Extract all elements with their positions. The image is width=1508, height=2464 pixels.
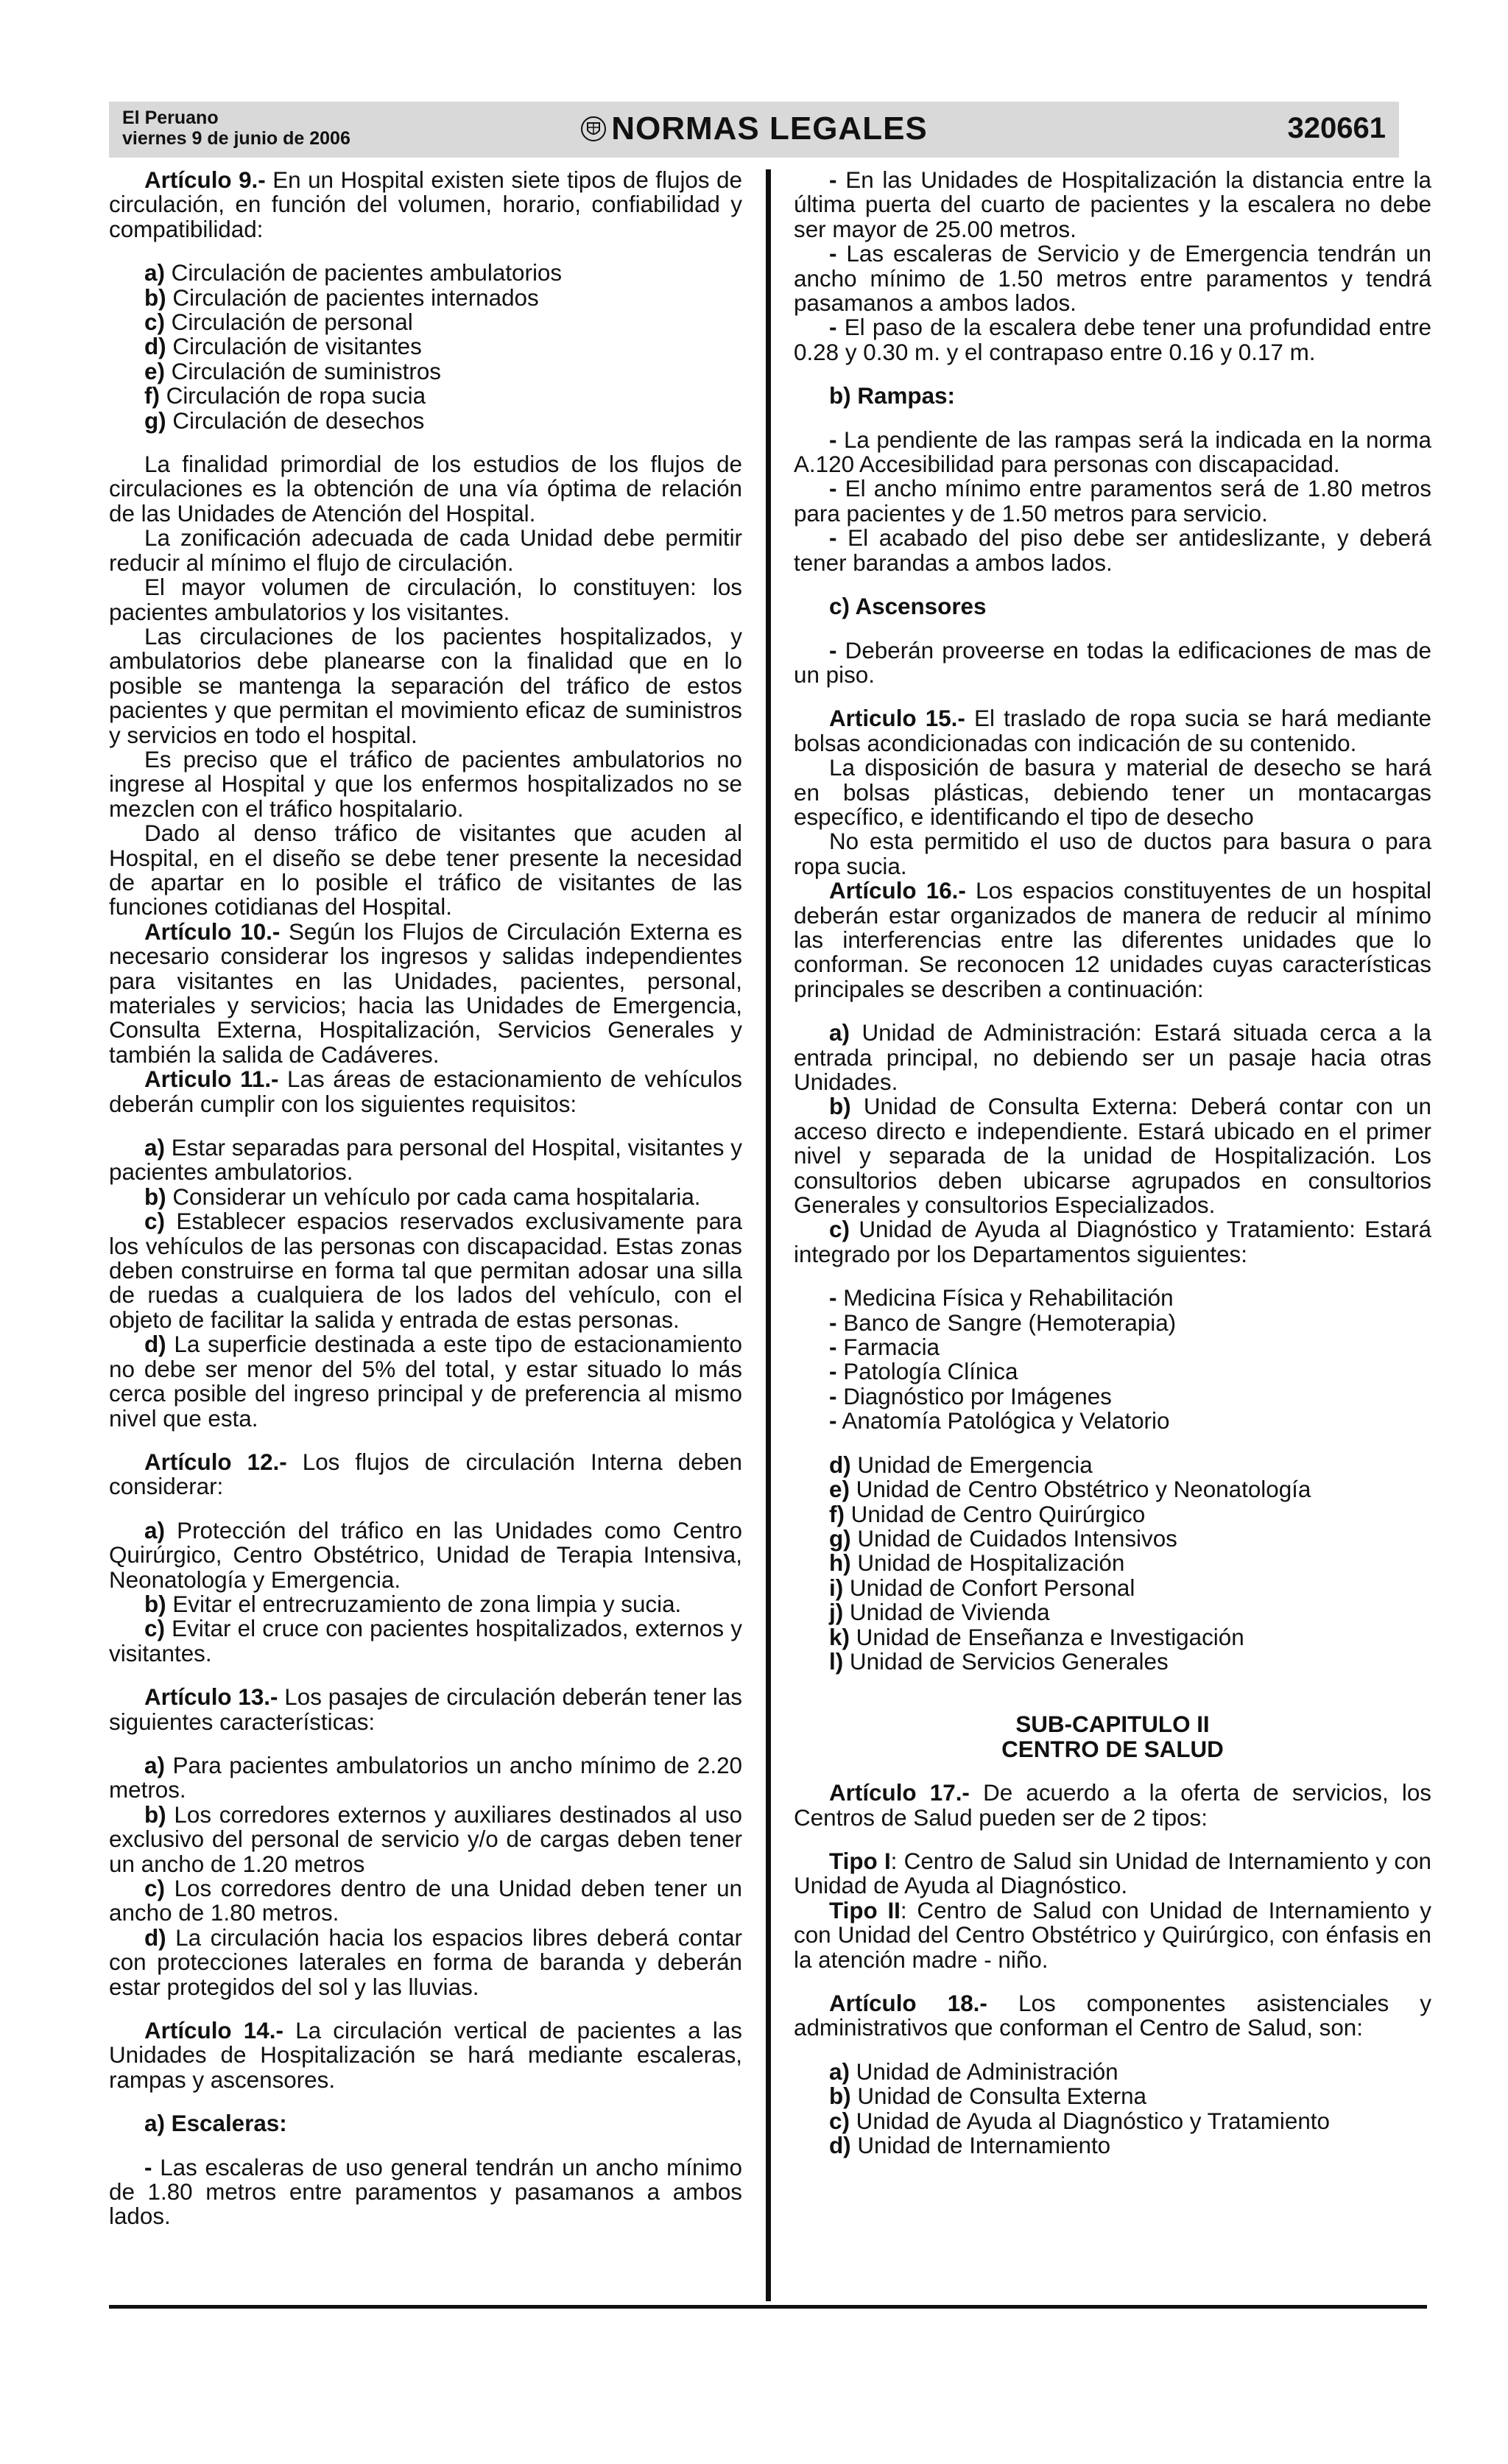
article-15 — [794, 706, 1431, 756]
item-letter: c) — [144, 1208, 165, 1235]
item-text: Las escaleras de uso general tendrán un ancho mínimo de 1.80 metros entre paramentos y pasamanos a ambos lados. — [109, 2154, 742, 2230]
item-letter: b) — [829, 1094, 851, 1120]
item-text: Las escaleras de Servicio y de Emergencia tendrán un ancho mínimo de 1.50 metros entre paramentos y tendrá pasamanos a ambos lados. — [794, 241, 1431, 317]
article-text: La circulación vertical de pacientes a las Unidades de Hospitalización se hará mediante escaleras, rampas y ascensores. — [109, 2018, 742, 2093]
type-item — [794, 1898, 1431, 1972]
article-label: Artículo 14.- — [144, 2018, 283, 2044]
item-letter: d) — [829, 2133, 851, 2159]
paragraph: El mayor volumen de circulación, lo constituyen: los pacientes ambulatorios y los visitantes. — [109, 574, 742, 625]
item-text: Unidad de Administración: Estará situada cerca a la entrada principal, no debiendo ser un pasaje hacia otras Unidades. — [794, 1020, 1431, 1095]
item-dash: - — [829, 1285, 837, 1312]
item-letter: a) — [829, 2058, 850, 2085]
list-item — [794, 1551, 1431, 1575]
article-text: Los componentes asistenciales y administrativos que conforman el Centro de Salud, son: — [794, 1990, 1432, 2041]
list-item — [109, 1185, 742, 1209]
item-dash: - — [829, 525, 837, 552]
section-heading — [794, 384, 1431, 408]
item-text: Unidad de Vivienda — [843, 1599, 1050, 1626]
section-title-wrap — [109, 110, 1399, 147]
item-text: Considerar un vehículo por cada cama hospitalaria. — [166, 1183, 701, 1210]
article-text: Los pasajes de circulación deberán tener las siguientes características: — [109, 1684, 742, 1735]
item-letter: b) — [829, 2083, 851, 2110]
item-letter: d) — [829, 1451, 851, 1478]
page-number: 320661 — [1287, 112, 1386, 144]
article-text: En un Hospital existen siete tipos de flujos de circulación, en función del volumen, horario, confiabilidad y compatibilidad: — [109, 167, 742, 242]
left-column — [109, 168, 742, 2229]
list-item — [109, 409, 742, 433]
article-text: De acuerdo a la oferta de servicios, los Centros de Salud pueden ser de 2 tipos: — [794, 1780, 1431, 1831]
item-text: Anatomía Patológica y Velatorio — [836, 1408, 1170, 1435]
type-text: : Centro de Salud con Unidad de Internamiento y con Unidad del Centro Obstétrico y Quirúrgico, con énfasis en la atención madre - niño. — [794, 1897, 1432, 1973]
article-9 — [109, 168, 742, 242]
item-letter: c) — [144, 309, 165, 336]
item-text: Circulación de ropa sucia — [159, 383, 426, 409]
item-dash: - — [144, 2154, 152, 2180]
heading-text: b) Rampas: — [829, 383, 955, 409]
paragraph: Dado al denso tráfico de visitantes que acuden al Hospital, en el diseño se debe tener presente la necesidad de apartar en lo posible el tráfico de visitantes de las funciones cotidianas del Hospital. — [109, 820, 742, 921]
list-item — [794, 1409, 1431, 1433]
subchapter-subtitle: CENTRO DE SALUD — [1001, 1736, 1224, 1762]
list-item — [794, 428, 1431, 477]
article-label: Articulo 11.- — [144, 1066, 279, 1093]
issue-date: viernes 9 de junio de 2006 — [122, 128, 350, 149]
item-text: Medicina Física y Rehabilitación — [836, 1285, 1174, 1312]
list-item — [794, 1600, 1431, 1625]
item-text: Unidad de Enseñanza e Investigación — [849, 1624, 1244, 1650]
item-text: La pendiente de las rampas será la indicada en la norma A.120 Accesibilidad para personas con discapacidad. — [794, 426, 1431, 478]
item-letter: g) — [829, 1525, 851, 1552]
list-item — [109, 286, 742, 310]
article-10 — [109, 920, 742, 1067]
item-text: Unidad de Cuidados Intensivos — [850, 1525, 1177, 1552]
list-item — [109, 1616, 742, 1666]
list-item — [109, 1518, 742, 1592]
units-list — [794, 1453, 1431, 1675]
departments-list — [794, 1286, 1431, 1433]
list-item — [794, 168, 1431, 242]
item-letter: d) — [144, 334, 166, 360]
list-item — [794, 2109, 1431, 2133]
item-text: Unidad de Consulta Externa: Deberá contar con un acceso directo e independiente. Estará ubicado en el primer nivel y separada de la unidad de Hospitalización. Los consultorios deben ubicarse agrupados en consultorios Generales y consultorios Especializados. — [794, 1094, 1431, 1219]
list-item — [109, 1876, 742, 1926]
item-text: Circulación de suministros — [164, 358, 442, 384]
item-dash: - — [829, 476, 837, 502]
item-letter: h) — [829, 1550, 851, 1577]
list-item — [794, 1311, 1431, 1335]
item-dash: - — [829, 637, 837, 663]
list-item — [109, 1803, 742, 1876]
right-column — [794, 168, 1431, 2158]
heading-text: a) Escaleras: — [144, 2111, 287, 2137]
item-letter: c) — [144, 1616, 165, 1642]
paragraph: No esta permitido el uso de ductos para basura o para ropa sucia. — [794, 828, 1431, 879]
list-item — [794, 1453, 1431, 1477]
list-item — [109, 334, 742, 359]
item-letter: b) — [144, 284, 166, 311]
article-18 — [794, 1991, 1431, 2041]
paragraph: La finalidad primordial de los estudios de los flujos de circulaciones es la obtención de una vía óptima de relación de las Unidades de Atención del Hospital. — [109, 451, 742, 527]
item-dash: - — [829, 241, 837, 267]
item-dash: - — [829, 1309, 837, 1336]
list-item — [794, 526, 1431, 575]
list-item — [794, 1502, 1431, 1527]
item-dash: - — [829, 314, 837, 341]
item-letter: f) — [144, 383, 160, 409]
list-item — [109, 261, 742, 285]
item-letter: b) — [144, 1183, 166, 1210]
article-label: Artículo 13.- — [144, 1684, 278, 1711]
item-letter: a) — [144, 1517, 165, 1543]
item-text: La circulación hacia los espacios libres deberá contar con protecciones laterales en forma de baranda y deberán estar protegidos del sol y las lluvias. — [109, 1924, 742, 2000]
item-text: Circulación de personal — [164, 309, 413, 336]
item-dash: - — [829, 167, 837, 193]
list-item — [109, 1592, 742, 1616]
item-text: Establecer espacios reservados exclusivamente para los vehículos de las personas con discapacidad. Estas zonas deben construirse en forma tal que permitan adosar una silla de ruedas a cualquiera de los lados del vehículo, con el objeto de facilitar la salida y entrada de estas personas. — [109, 1208, 742, 1333]
item-text: La superficie destinada a este tipo de estacionamiento no debe ser menor del 5% del total, y estar situado lo más cerca posible del ingreso principal y de preferencia al mismo nivel que esta. — [109, 1331, 742, 1432]
type-label: Tipo I — [829, 1848, 891, 1874]
item-text: Banco de Sangre (Hemoterapia) — [836, 1309, 1177, 1336]
item-text: Unidad de Internamiento — [850, 2133, 1111, 2159]
type-text: : Centro de Salud sin Unidad de Internamiento y con Unidad de Ayuda al Diagnóstico. — [794, 1848, 1431, 1899]
list-item — [794, 1527, 1431, 1551]
item-letter: i) — [829, 1574, 844, 1601]
item-text: En las Unidades de Hospitalización la distancia entre la última puerta del cuarto de pacientes y la escalera no debe ser mayor de 25.00 metros. — [794, 167, 1431, 242]
item-text: Deberán proveerse en todas la edificaciones de mas de un piso. — [794, 637, 1431, 688]
paragraph: La zonificación adecuada de cada Unidad debe permitir reducir al mínimo el flujo de circulación. — [109, 525, 742, 576]
list-item — [794, 1217, 1431, 1267]
paragraph: La disposición de basura y material de desecho se hará en bolsas plásticas, debiendo tener un montacargas específico, e identificando el tipo de desecho — [794, 755, 1431, 830]
item-text: Los corredores dentro de una Unidad deben tener un ancho de 1.80 metros. — [109, 1876, 742, 1926]
section-heading — [109, 2111, 742, 2136]
column-divider — [766, 169, 771, 2301]
newspaper-name: El Peruano — [122, 108, 219, 128]
article-12 — [109, 1450, 742, 1499]
item-letter: j) — [829, 1599, 844, 1626]
item-text: Circulación de visitantes — [166, 334, 422, 360]
item-letter: l) — [829, 1648, 844, 1675]
item-text: Circulación de desechos — [166, 407, 425, 434]
list-item — [794, 2060, 1431, 2084]
item-text: Unidad de Administración — [849, 2058, 1118, 2085]
item-letter: d) — [144, 1331, 166, 1358]
article-17 — [794, 1781, 1431, 1830]
article-text: Según los Flujos de Circulación Externa es necesario considerar los ingresos y salidas independientes para visitantes en las Unidades, pacientes, personal, materiales y servicios; hacia las Unidades de Emergencia, Consulta Externa, Hospitalización, Servicios Generales y también la salida de Cadáveres. — [109, 918, 742, 1068]
item-text: Unidad de Centro Quirúrgico — [844, 1501, 1146, 1527]
page-header — [109, 102, 1399, 158]
article-text: Los flujos de circulación Interna deben considerar: — [109, 1449, 743, 1500]
list-item — [109, 1136, 742, 1185]
item-text: Evitar el cruce con pacientes hospitalizados, externos y visitantes. — [109, 1616, 742, 1666]
list-item — [794, 1094, 1431, 1217]
article-text: El traslado de ropa sucia se hará mediante bolsas acondicionadas con indicación de su contenido. — [794, 705, 1431, 756]
item-text: Unidad de Ayuda al Diagnóstico y Tratamiento: Estará integrado por los Departamentos siguientes: — [794, 1217, 1431, 1267]
item-text: El acabado del piso debe ser antideslizante, y deberá tener barandas a ambos lados. — [794, 525, 1431, 576]
list-item — [109, 384, 742, 408]
article-label: Artículo 18.- — [829, 1990, 987, 2016]
article-label: Articulo 15.- — [829, 705, 965, 732]
item-text: Unidad de Hospitalización — [850, 1550, 1125, 1577]
item-dash: - — [829, 1334, 837, 1361]
item-text: Para pacientes ambulatorios un ancho mínimo de 2.20 metros. — [109, 1752, 742, 1803]
item-letter: a) — [144, 260, 165, 286]
article-label: Artículo 16.- — [829, 878, 966, 904]
item-text: Unidad de Confort Personal — [843, 1574, 1135, 1601]
list-item — [794, 638, 1431, 688]
item-letter: a) — [144, 1752, 165, 1778]
item-letter: e) — [144, 358, 165, 384]
flow-types-list — [109, 261, 742, 433]
list-item — [109, 310, 742, 334]
article-text: Los espacios constituyentes de un hospital deberán estar organizados de manera de reducir al mínimo las interferencias entre las diferentes unidades que lo conforman. Se reconocen 12 unidades cuyas características principales se describen a continuación: — [794, 878, 1431, 1002]
type-item — [794, 1849, 1431, 1898]
item-text: Unidad de Centro Obstétrico y Neonatología — [849, 1476, 1311, 1503]
item-letter: g) — [144, 407, 166, 434]
item-letter: e) — [829, 1476, 850, 1503]
list-item — [794, 1384, 1431, 1409]
item-dash: - — [829, 426, 837, 453]
list-item — [794, 1477, 1431, 1502]
item-text: Unidad de Consulta Externa — [850, 2083, 1146, 2110]
list-item — [109, 2155, 742, 2229]
article-11 — [109, 1067, 742, 1116]
list-item — [794, 1359, 1431, 1384]
item-text: El paso de la escalera debe tener una profundidad entre 0.28 y 0.30 m. y el contrapaso entre 0.16 y 0.17 m. — [794, 314, 1431, 365]
list-item — [109, 1209, 742, 1332]
paragraph: Las circulaciones de los pacientes hospitalizados, y ambulatorios debe planearse con la finalidad que en lo posible se mantenga la separación del tráfico de estos pacientes y que permitan el movimiento eficaz de suministros y servicios en todo el hospital. — [109, 623, 742, 748]
item-dash: - — [829, 1359, 837, 1385]
item-text: Protección del tráfico en las Unidades como Centro Quirúrgico, Centro Obstétrico, Unidad de Terapia Intensiva, Neonatología y Emergencia. — [109, 1517, 742, 1593]
item-letter: a) — [829, 1020, 850, 1046]
item-letter: c) — [144, 1876, 165, 1901]
list-item — [794, 1286, 1431, 1310]
type-label: Tipo II — [829, 1897, 901, 1923]
list-item — [109, 1332, 742, 1431]
article-label: Artículo 9.- — [144, 167, 266, 193]
subchapter-title: SUB-CAPITULO II — [1015, 1711, 1210, 1738]
article-label: Artículo 17.- — [829, 1780, 970, 1806]
list-item — [794, 315, 1431, 365]
article-13 — [109, 1685, 742, 1734]
list-item — [794, 1576, 1431, 1600]
section-heading — [794, 594, 1431, 619]
item-dash: - — [829, 1383, 837, 1409]
item-text: Patología Clínica — [836, 1359, 1018, 1385]
item-text: Farmacia — [836, 1334, 940, 1361]
list-item — [794, 476, 1431, 526]
list-item — [794, 1650, 1431, 1674]
item-text: El ancho mínimo entre paramentos será de 1.80 metros para pacientes y de 1.50 metros para servicio. — [794, 476, 1431, 527]
list-item — [109, 1753, 742, 1803]
item-letter: d) — [144, 1924, 166, 1951]
item-text: Unidad de Servicios Generales — [843, 1648, 1169, 1675]
list-item — [109, 359, 742, 384]
item-text: Los corredores externos y auxiliares destinados al uso exclusivo del personal de servicio y/o de cargas deben tener un ancho de 1.20 metros — [109, 1801, 742, 1877]
item-letter: c) — [829, 1217, 850, 1243]
list-item — [794, 2133, 1431, 2158]
paragraph: Es preciso que el tráfico de pacientes ambulatorios no ingrese al Hospital y que los enfermos hospitalizados no se mezclen con el tráfico hospitalario. — [109, 746, 742, 822]
item-text: Circulación de pacientes ambulatorios — [164, 260, 563, 286]
item-letter: b) — [144, 1591, 166, 1617]
list-item — [794, 1021, 1431, 1094]
article-label: Artículo 12.- — [144, 1449, 287, 1475]
item-letter: a) — [144, 1135, 165, 1161]
section-title: NORMAS LEGALES — [611, 110, 928, 147]
item-text: Estar separadas para personal del Hospital, visitantes y pacientes ambulatorios. — [109, 1135, 742, 1186]
item-text: Diagnóstico por Imágenes — [836, 1383, 1112, 1409]
article-label: Artículo 10.- — [144, 918, 281, 945]
item-text: Circulación de pacientes internados — [166, 284, 539, 311]
article-14 — [109, 2018, 742, 2092]
list-item — [794, 242, 1431, 315]
coat-of-arms-icon — [580, 116, 607, 142]
list-item — [109, 1926, 742, 1999]
heading-text: c) Ascensores — [829, 594, 987, 620]
list-item — [794, 2084, 1431, 2108]
list-item — [794, 1335, 1431, 1359]
bottom-rule — [109, 2305, 1427, 2309]
article-text: Las áreas de estacionamiento de vehículos deberán cumplir con los siguientes requisitos: — [109, 1066, 742, 1117]
article-16 — [794, 879, 1431, 1002]
item-letter: f) — [829, 1501, 845, 1527]
item-letter: c) — [829, 2108, 850, 2134]
item-letter: b) — [144, 1801, 166, 1828]
item-letter: k) — [829, 1624, 850, 1650]
item-text: Unidad de Ayuda al Diagnóstico y Tratamiento — [849, 2108, 1330, 2134]
item-text: Unidad de Emergencia — [850, 1451, 1093, 1478]
list-item — [794, 1625, 1431, 1650]
item-text: Evitar el entrecruzamiento de zona limpia y sucia. — [166, 1591, 682, 1617]
item-dash: - — [829, 1408, 837, 1435]
